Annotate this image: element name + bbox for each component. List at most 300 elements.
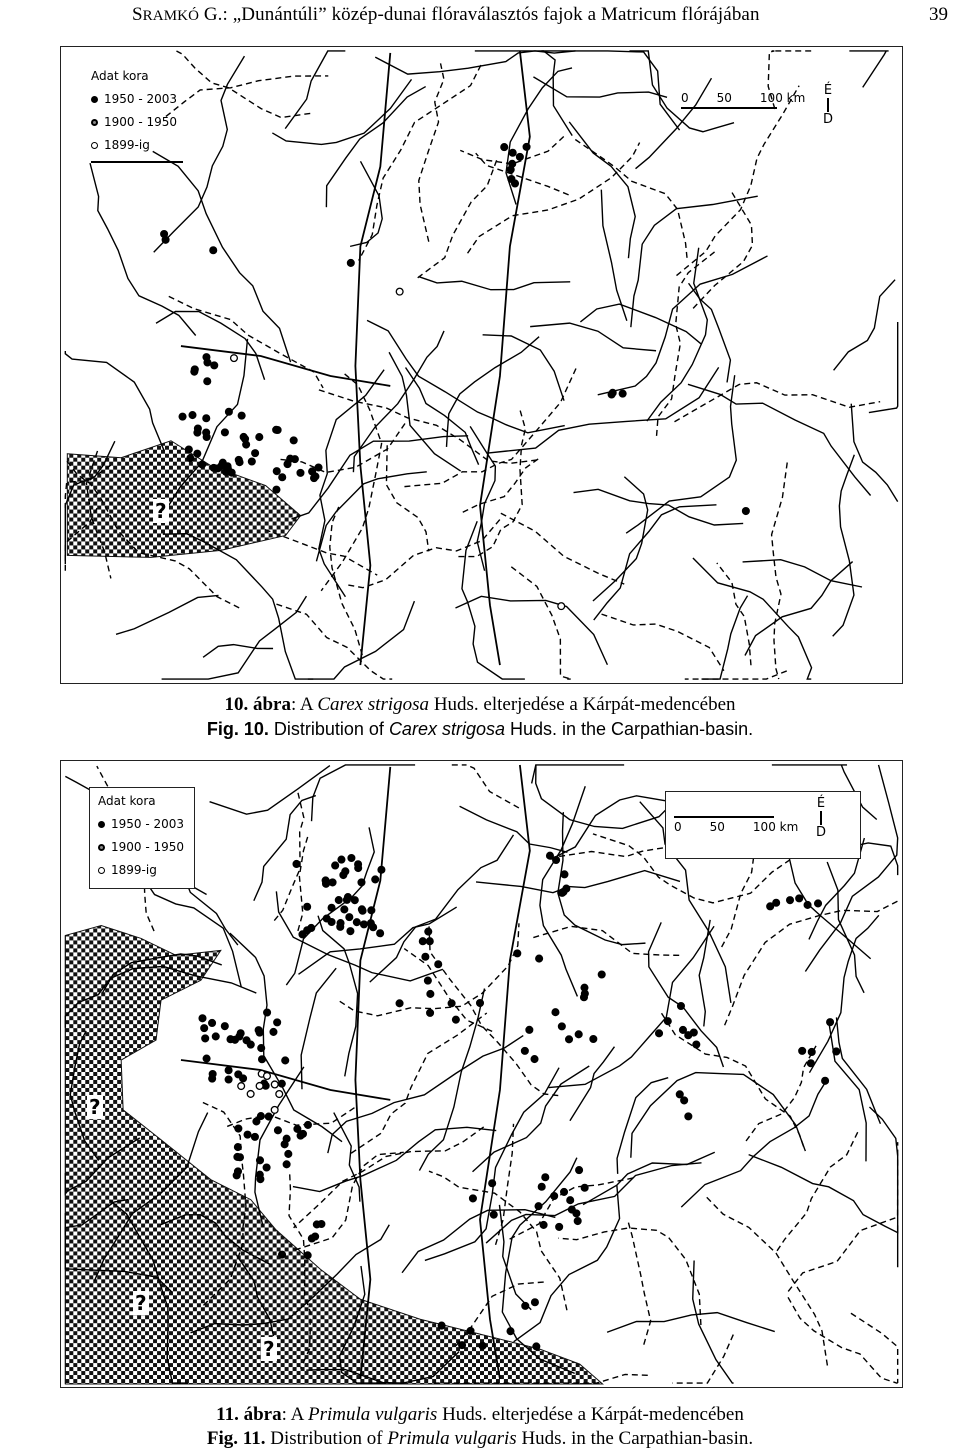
- river-line: [425, 1068, 559, 1261]
- occurrence-point: [275, 1127, 282, 1134]
- occurrence-point: [815, 900, 822, 907]
- river-line: [153, 151, 291, 362]
- rivers: [65, 51, 897, 679]
- figure-10-map: [60, 46, 903, 684]
- occurrence-point: [377, 930, 384, 937]
- river-line: [772, 462, 788, 679]
- occurrence-point: [372, 876, 379, 883]
- occurrence-point: [322, 877, 329, 884]
- legend-item: 1899-ig: [98, 859, 184, 882]
- occurrence-point: [827, 1019, 834, 1026]
- occurrence-point: [201, 1025, 208, 1032]
- occurrence-point: [212, 1033, 219, 1040]
- occurrence-point: [609, 389, 616, 396]
- occurrence-point: [353, 919, 360, 926]
- scale-bar: 0 50 100 km: [674, 816, 798, 834]
- occurrence-point: [808, 1049, 815, 1056]
- occurrence-point: [256, 1083, 263, 1090]
- river-line: [370, 835, 514, 982]
- legend-item: 1899-ig: [91, 134, 183, 157]
- river-line: [693, 1261, 734, 1384]
- occurrence-point: [194, 450, 201, 457]
- river-line: [672, 1335, 733, 1383]
- occurrence-point: [256, 1171, 263, 1178]
- river-line: [468, 143, 640, 254]
- river-line: [598, 256, 768, 395]
- occurrence-point: [279, 1251, 286, 1258]
- arrow-line-icon: [820, 811, 822, 825]
- occurrence-point: [300, 1131, 307, 1138]
- page-number: 39: [929, 4, 948, 25]
- occurrence-point: [282, 1057, 289, 1064]
- river-line: [743, 560, 862, 587]
- occurrence-point: [332, 862, 339, 869]
- river-line: [419, 63, 444, 241]
- hatched-area: [65, 925, 602, 1384]
- legend-title: Adat kora: [98, 794, 156, 808]
- occurrence-point: [281, 1141, 288, 1148]
- occurrence-point: [247, 1091, 254, 1098]
- river-line: [301, 968, 336, 1089]
- river-line: [602, 614, 724, 671]
- filled-dot-icon: [91, 96, 98, 103]
- river-line: [834, 280, 896, 371]
- unknown-area-question-mark: ?: [89, 1095, 101, 1119]
- river-line: [90, 163, 196, 335]
- river-line: [788, 1142, 897, 1291]
- occurrence-point: [209, 1020, 216, 1027]
- river-line: [681, 1079, 827, 1207]
- occurrence-point: [248, 458, 255, 465]
- river-line: [351, 1013, 487, 1153]
- occurrence-point: [470, 1195, 477, 1202]
- occurrence-point: [532, 1299, 539, 1306]
- river-line: [869, 322, 898, 413]
- river-line: [558, 1228, 701, 1325]
- river-line: [558, 812, 646, 944]
- occurrence-point: [540, 1222, 547, 1229]
- occurrence-point: [561, 1189, 568, 1196]
- river-line: [829, 1024, 866, 1162]
- river-line: [375, 51, 575, 74]
- river-line: [869, 1107, 897, 1267]
- main-river-line: [480, 51, 530, 665]
- occurrence-point: [342, 868, 349, 875]
- occurrence-point: [787, 897, 794, 904]
- occurrence-point: [162, 236, 169, 243]
- legend: [89, 787, 195, 889]
- occurrence-point: [424, 977, 431, 984]
- occurrence-point: [576, 1167, 583, 1174]
- occurrence-point: [368, 907, 375, 914]
- river-line: [318, 916, 358, 1077]
- occurrence-point: [490, 1211, 497, 1218]
- river-line: [297, 837, 308, 934]
- occurrence-point: [294, 1126, 301, 1133]
- river-line: [746, 1046, 816, 1141]
- occurrence-point: [231, 355, 238, 362]
- occurrence-point: [396, 1000, 403, 1007]
- occurrence-point: [187, 455, 194, 462]
- occurrence-point: [235, 1125, 242, 1132]
- river-line: [833, 455, 855, 637]
- figure-11-caption-en: Fig. 11. Distribution of Primula vulgaris Huds. in the Carpathian-basin.: [206, 1428, 754, 1449]
- filled-dot-icon: [98, 821, 105, 828]
- occurrence-point: [573, 1210, 580, 1217]
- occurrence-point: [270, 1029, 277, 1036]
- river-line: [549, 926, 714, 1087]
- occurrence-point: [558, 1023, 565, 1030]
- occurrence-point: [833, 1048, 840, 1055]
- legend-title: Adat kora: [91, 69, 149, 83]
- river-line: [689, 283, 731, 382]
- occurrence-point: [531, 1056, 538, 1063]
- scale-line: [674, 816, 774, 818]
- river-line: [334, 1113, 360, 1202]
- occurrence-point: [244, 1131, 251, 1138]
- occurrence-point: [341, 906, 348, 913]
- river-line: [359, 65, 481, 260]
- legend-item: 1900 - 1950: [91, 111, 183, 134]
- occurrence-point: [214, 465, 221, 472]
- occurrence-point: [285, 1151, 292, 1158]
- occurrence-point: [538, 1183, 545, 1190]
- legend-item: 1950 - 2003: [98, 813, 184, 836]
- occurrence-point: [271, 1106, 278, 1113]
- occurrence-point: [236, 459, 243, 466]
- river-line: [628, 1222, 651, 1345]
- occurrence-point: [685, 1113, 692, 1120]
- occurrence-point: [194, 429, 201, 436]
- river-line: [601, 190, 627, 321]
- occurrence-point: [279, 474, 286, 481]
- occurrence-point: [256, 434, 263, 441]
- open-dot-icon: [91, 142, 98, 149]
- legend: [91, 65, 183, 163]
- river-line: [685, 671, 787, 679]
- river-line: [849, 51, 888, 87]
- occurrence-point: [452, 1016, 459, 1023]
- occurrence-point: [273, 486, 280, 493]
- occurrence-point: [526, 1026, 533, 1033]
- occurrence-point: [479, 1342, 486, 1349]
- occurrence-point: [664, 1018, 671, 1025]
- occurrence-point: [521, 1047, 528, 1054]
- river-line: [607, 1313, 775, 1333]
- river-line: [789, 857, 871, 958]
- occurrence-point: [210, 247, 217, 254]
- occurrence-point: [509, 149, 516, 156]
- occurrence-point: [225, 1076, 232, 1083]
- occurrence-point: [328, 919, 335, 926]
- occurrence-point: [221, 1023, 228, 1030]
- river-line: [316, 472, 426, 561]
- occurrence-point: [396, 288, 403, 295]
- main-river-line: [355, 53, 390, 665]
- river-line: [460, 806, 568, 852]
- river-line: [809, 915, 878, 1072]
- occurrence-point: [185, 446, 192, 453]
- river-line: [162, 596, 307, 679]
- author-name: SRAMKÓ: [132, 4, 200, 25]
- occurrence-point: [337, 920, 344, 927]
- river-line: [116, 595, 218, 634]
- river-line: [536, 765, 681, 828]
- river-line: [418, 277, 570, 290]
- occurrence-point: [329, 879, 336, 886]
- river-line: [745, 562, 853, 656]
- occurrence-point: [590, 1036, 597, 1043]
- river-line: [532, 765, 625, 783]
- article-title: „Dunántúli” közép-dunai flóraválasztós fajok a Matricum flórájában: [232, 4, 760, 25]
- occurrence-point: [807, 1060, 814, 1067]
- river-line: [617, 1078, 668, 1174]
- river-line: [318, 389, 538, 463]
- occurrence-point: [290, 437, 297, 444]
- river-line: [429, 1171, 567, 1310]
- river-line: [580, 304, 701, 344]
- river-line: [530, 323, 656, 351]
- river-line: [693, 192, 752, 309]
- river-line: [851, 1313, 898, 1383]
- occurrence-point: [293, 861, 300, 868]
- occurrence-point: [304, 903, 311, 910]
- occurrence-point: [263, 1164, 270, 1171]
- occurrence-point: [822, 1077, 829, 1084]
- occurrence-point: [467, 1327, 474, 1334]
- river-line: [163, 534, 313, 679]
- occurrence-point: [676, 1091, 683, 1098]
- occurrence-point: [535, 1203, 542, 1210]
- occurrence-point: [542, 1174, 549, 1181]
- river-line: [402, 1210, 555, 1273]
- occurrence-point: [204, 378, 211, 385]
- river-line: [706, 1196, 828, 1365]
- main-river-line: [355, 767, 390, 1379]
- river-line: [647, 248, 707, 421]
- river-line: [702, 596, 748, 679]
- occurrence-point: [258, 1113, 265, 1120]
- river-line: [788, 1297, 898, 1383]
- river-line: [470, 426, 495, 570]
- occurrence-point: [690, 1029, 697, 1036]
- river-line: [353, 331, 444, 472]
- occurrence-point: [507, 1328, 514, 1335]
- river-line: [386, 445, 428, 551]
- occurrence-point: [204, 359, 211, 366]
- occurrence-point: [222, 429, 229, 436]
- occurrence-point: [680, 1027, 687, 1034]
- river-line: [570, 1047, 615, 1121]
- river-line: [272, 79, 411, 144]
- hatched-area: [67, 441, 300, 558]
- occurrence-point: [271, 1081, 278, 1088]
- occurrence-point: [211, 362, 218, 369]
- river-line: [449, 765, 519, 808]
- occurrence-point: [232, 1036, 239, 1043]
- legend-item: 1950 - 2003: [91, 88, 183, 111]
- occurrence-point: [560, 888, 567, 895]
- river-line: [294, 1127, 484, 1228]
- north-arrow: É D: [823, 83, 834, 127]
- occurrence-point: [203, 429, 210, 436]
- occurrence-point: [567, 1197, 574, 1204]
- unknown-area-question-mark: ?: [135, 1291, 147, 1315]
- occurrence-point: [536, 955, 543, 962]
- occurrence-point: [264, 1009, 271, 1016]
- river-line: [656, 252, 714, 440]
- occurrence-point: [287, 455, 294, 462]
- occurrence-point: [203, 415, 210, 422]
- occurrence-point: [237, 1154, 244, 1161]
- occurrence-point: [581, 994, 588, 1001]
- river-line: [272, 793, 304, 924]
- river-line: [404, 367, 576, 487]
- occurrence-point: [558, 603, 565, 610]
- occurrence-point: [199, 461, 206, 468]
- arrow-line-icon: [827, 98, 829, 112]
- occurrence-point: [370, 924, 377, 931]
- occurrence-point: [581, 1184, 588, 1191]
- occurrence-point: [259, 1056, 266, 1063]
- occurrence-point: [202, 1035, 209, 1042]
- river-line: [227, 1106, 357, 1127]
- scale-north-box: [665, 791, 861, 859]
- occurrence-point: [351, 897, 358, 904]
- header-title: [132, 4, 760, 26]
- river-line: [348, 518, 501, 588]
- occurrence-point: [276, 1091, 283, 1098]
- river-line: [626, 375, 736, 533]
- occurrence-point: [501, 144, 508, 151]
- river-line: [285, 51, 345, 129]
- occurrence-point: [203, 1055, 210, 1062]
- occurrence-point: [348, 855, 355, 862]
- river-line: [688, 384, 871, 495]
- occurrence-point: [598, 971, 605, 978]
- occurrence-point: [223, 468, 230, 475]
- occurrence-point: [209, 1075, 216, 1082]
- occurrence-point: [238, 1083, 245, 1090]
- occurrence-point: [507, 166, 514, 173]
- occurrence-point: [419, 938, 426, 945]
- occurrence-point: [344, 896, 351, 903]
- running-header: [0, 0, 960, 30]
- north-arrow: É D: [816, 796, 827, 840]
- unknown-area-question-mark: ?: [263, 1337, 275, 1361]
- occurrence-point: [448, 1000, 455, 1007]
- river-line: [65, 351, 164, 451]
- occurrence-point: [678, 1003, 685, 1010]
- occurrence-point: [299, 931, 306, 938]
- occurrence-point: [283, 1161, 290, 1168]
- river-line: [676, 86, 799, 276]
- occurrence-point: [427, 991, 434, 998]
- occurrence-point: [438, 1322, 445, 1329]
- occurrence-point: [308, 1235, 315, 1242]
- occurrence-point: [681, 1097, 688, 1104]
- occurrence-point: [347, 260, 354, 267]
- river-line: [511, 567, 570, 679]
- river-line: [851, 404, 897, 502]
- occurrence-point: [489, 1180, 496, 1187]
- river-line: [293, 1127, 496, 1191]
- occurrence-point: [552, 1009, 559, 1016]
- legend-item: 1900 - 1950: [98, 836, 184, 859]
- occurrence-point: [265, 1113, 272, 1120]
- occurrence-point: [508, 176, 515, 183]
- legend-underline: [91, 161, 183, 163]
- occurrence-point: [240, 1075, 247, 1082]
- river-line: [203, 645, 273, 658]
- occurrence-point: [256, 1029, 263, 1036]
- occurrence-point: [347, 928, 354, 935]
- author-initial: G.:: [199, 4, 233, 25]
- occurrence-point: [522, 1302, 529, 1309]
- occurrence-point: [547, 852, 554, 859]
- occurrence-point: [297, 469, 304, 476]
- river-line: [776, 1132, 857, 1252]
- occurrence-point: [556, 1224, 563, 1231]
- occurrence-point: [252, 450, 259, 457]
- half-dot-icon: [98, 844, 105, 851]
- occurrence-point: [514, 950, 521, 957]
- figure-10-caption-en: Fig. 10. Distribution of Carex strigosa Huds. in the Carpathian-basin.: [206, 719, 754, 739]
- occurrence-point: [278, 1080, 285, 1087]
- occurrence-point: [426, 938, 433, 945]
- occurrence-point: [258, 1045, 265, 1052]
- river-line: [717, 563, 751, 665]
- occurrence-point: [312, 473, 319, 480]
- occurrence-point: [361, 921, 368, 928]
- occurrence-point: [335, 897, 342, 904]
- occurrence-point: [189, 412, 196, 419]
- river-line: [486, 367, 718, 453]
- occurrence-point: [459, 1342, 466, 1349]
- occurrence-point: [425, 928, 432, 935]
- occurrence-point: [799, 1047, 806, 1054]
- river-line: [418, 160, 497, 278]
- occurrence-point: [243, 441, 250, 448]
- occurrence-point: [422, 953, 429, 960]
- occurrence-point: [477, 1000, 484, 1007]
- river-line: [406, 367, 479, 464]
- figure-11-map: [60, 760, 903, 1388]
- occurrence-point: [274, 1019, 281, 1026]
- river-line: [583, 1152, 715, 1204]
- river-line: [486, 1163, 701, 1243]
- scale-bar: 0 50 100 km: [681, 91, 805, 109]
- occurrence-point: [551, 1193, 558, 1200]
- occurrence-point: [693, 1041, 700, 1048]
- occurrence-point: [533, 1343, 540, 1350]
- occurrence-point: [355, 865, 362, 872]
- occurrence-point: [796, 895, 803, 902]
- occurrence-point: [523, 143, 530, 150]
- occurrence-point: [619, 390, 626, 397]
- river-line: [367, 320, 565, 432]
- river-line: [476, 871, 680, 893]
- occurrence-point: [304, 1252, 311, 1259]
- figure-11-caption-hu: 11. ábra: A Primula vulgaris Huds. elterjedése a Kárpát-medencében: [216, 1404, 744, 1425]
- occurrence-point: [318, 1221, 325, 1228]
- river-line: [649, 922, 724, 1067]
- river-line: [514, 1185, 620, 1341]
- occurrence-point: [238, 412, 245, 419]
- occurrence-point: [234, 1144, 241, 1151]
- occurrence-point: [358, 879, 365, 886]
- occurrence-point: [516, 153, 523, 160]
